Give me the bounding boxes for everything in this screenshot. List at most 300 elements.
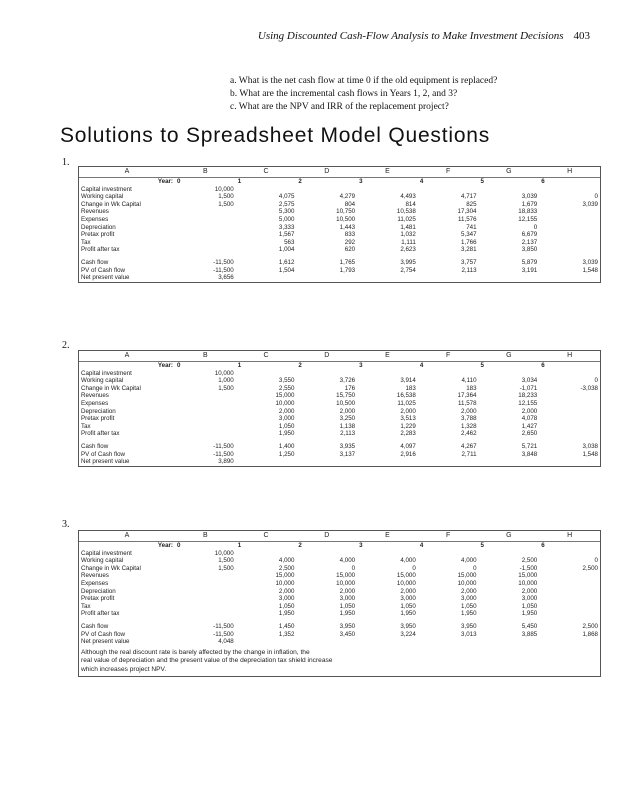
- row-label: Net present value: [81, 274, 130, 282]
- table-cell: 3,950: [339, 622, 356, 630]
- row-label: PV of Cash flow: [81, 630, 126, 638]
- table-cell: [175, 430, 236, 438]
- table-cell: [539, 603, 600, 611]
- table-cell: 15,000: [336, 572, 356, 580]
- table-cell: [418, 370, 479, 378]
- table-cell: 15,750: [336, 392, 356, 400]
- spreadsheet-table: [79, 531, 600, 646]
- table-cell: 1,328: [461, 422, 477, 430]
- table-cell: 2,575: [278, 200, 295, 208]
- table-cell: 10,000: [214, 185, 234, 193]
- table-cell: 4,493: [400, 193, 416, 201]
- spreadsheet-model-1: [78, 166, 601, 283]
- table-cell: 2,000: [400, 587, 416, 595]
- table-row: [79, 408, 600, 416]
- table-cell: [236, 638, 297, 646]
- table-row: [79, 216, 600, 224]
- table-cell: [357, 186, 418, 194]
- row-label: Pretax profit: [81, 595, 115, 603]
- section-title: Solutions to Spreadsheet Model Questions: [60, 124, 491, 147]
- table-cell: [539, 415, 600, 423]
- table-cell: [175, 415, 236, 423]
- column-header: G: [479, 351, 540, 362]
- row-label: Depreciation: [81, 223, 116, 231]
- row-label: Capital investment: [81, 185, 132, 193]
- table-cell: 10,000: [336, 579, 356, 587]
- table-cell: [418, 458, 479, 466]
- table-cell: [479, 370, 540, 378]
- table-row: [79, 201, 600, 209]
- page-number: 403: [573, 30, 590, 42]
- table-row: [79, 631, 600, 639]
- row-label: Cash flow: [81, 622, 109, 630]
- table-cell: [175, 216, 236, 224]
- table-cell: [418, 638, 479, 646]
- table-cell: 1,250: [278, 450, 295, 458]
- table-cell: 3,788: [461, 415, 477, 423]
- note-line: Although the real discount rate is barely affected by the change in inflation, the: [81, 648, 310, 656]
- table-row: [79, 186, 600, 194]
- table-row: [79, 385, 600, 393]
- table-cell: 1,004: [278, 246, 295, 254]
- table-cell: 1,111: [401, 238, 416, 246]
- row-label: Depreciation: [81, 407, 116, 415]
- table-cell: 4,097: [400, 442, 416, 450]
- table-cell: 1,548: [582, 450, 598, 458]
- table-cell: 2,711: [461, 450, 477, 458]
- year-cell: Year:: [157, 542, 173, 549]
- table-cell: 11,576: [458, 215, 477, 223]
- table-cell: 2,000: [400, 407, 416, 415]
- table-cell: 0: [533, 223, 538, 231]
- table-cell: 620: [344, 246, 356, 254]
- table-cell: 18,233: [518, 392, 538, 400]
- year-row: [79, 362, 600, 370]
- table-cell: [357, 370, 418, 378]
- table-cell: 1,138: [339, 422, 356, 430]
- table-cell: 3,000: [339, 595, 356, 603]
- table-cell: 3,995: [400, 258, 416, 266]
- column-header: H: [539, 167, 600, 178]
- table-cell: 10,000: [457, 579, 477, 587]
- table-cell: 1,032: [400, 231, 416, 239]
- table-cell: 3,000: [278, 595, 295, 603]
- year-cell: 4: [419, 362, 424, 369]
- column-header: F: [418, 531, 479, 542]
- year-cell: 6: [541, 542, 545, 549]
- table-cell: [539, 186, 600, 194]
- table-cell: 4,000: [400, 557, 416, 565]
- table-cell: 1,950: [278, 430, 295, 438]
- year-row: [79, 178, 600, 186]
- table-cell: 1,950: [521, 610, 538, 618]
- table-cell: [539, 246, 600, 254]
- column-header: E: [357, 167, 418, 178]
- table-cell: 4,048: [218, 638, 234, 646]
- table-cell: [479, 458, 540, 466]
- row-label: Cash flow: [81, 442, 109, 450]
- table-cell: 4,279: [339, 193, 356, 201]
- table-cell: 3,000: [400, 595, 416, 603]
- table-cell: [175, 231, 236, 239]
- table-cell: 17,304: [457, 208, 477, 216]
- table-cell: 3,013: [461, 630, 477, 638]
- row-label: Revenues: [81, 572, 109, 580]
- table-cell: 3,039: [521, 193, 538, 201]
- table-cell: 1,766: [461, 238, 477, 246]
- table-cell: 3,281: [461, 246, 477, 254]
- row-label: PV of Cash flow: [81, 450, 126, 458]
- row-label: Expenses: [81, 215, 109, 223]
- table-cell: [296, 458, 357, 466]
- column-header: B: [175, 167, 236, 178]
- running-header-title: Using Discounted Cash-Flow Analysis to Make Investment Decisions: [257, 30, 564, 42]
- table-cell: 1,868: [582, 630, 598, 638]
- table-cell: 825: [466, 200, 477, 208]
- table-cell: [236, 550, 297, 558]
- table-cell: 3,039: [582, 258, 598, 266]
- table-cell: -3,038: [580, 384, 598, 392]
- table-cell: 1,548: [582, 266, 598, 274]
- table-cell: 11,578: [458, 399, 477, 407]
- table-cell: -11,500: [213, 622, 234, 630]
- spreadsheet-model-2: [78, 350, 601, 467]
- table-row: [79, 246, 600, 254]
- year-cell: 6: [541, 362, 545, 369]
- table-cell: [357, 458, 418, 466]
- table-row: [79, 638, 600, 646]
- table-row: [79, 588, 600, 596]
- table-cell: 1,765: [339, 258, 356, 266]
- year-cell: 0: [177, 542, 181, 549]
- table-cell: 6,679: [521, 231, 538, 239]
- table-cell: 5,000: [278, 215, 295, 223]
- table-cell: 3,914: [400, 377, 416, 385]
- table-cell: [175, 580, 236, 588]
- row-label: Profit after tax: [81, 610, 120, 618]
- table-cell: [418, 186, 479, 194]
- table-cell: 2,754: [400, 266, 416, 274]
- spreadsheet-table: [79, 167, 600, 282]
- table-cell: [479, 638, 540, 646]
- table-cell: 741: [466, 223, 477, 231]
- table-cell: [296, 638, 357, 646]
- table-cell: 3,000: [278, 415, 295, 423]
- row-label: Revenues: [81, 392, 109, 400]
- table-cell: 1,427: [521, 422, 538, 430]
- year-cell: 2: [298, 362, 302, 369]
- table-row: [79, 208, 600, 216]
- row-label: Change in Wk Capital: [81, 200, 141, 208]
- table-cell: 10,000: [518, 579, 538, 587]
- table-cell: [539, 588, 600, 596]
- table-cell: 1,000: [218, 377, 234, 385]
- year-cell: 4: [419, 178, 424, 185]
- table-cell: 10,500: [336, 215, 356, 223]
- column-header: B: [175, 531, 236, 542]
- table-cell: 2,000: [521, 587, 538, 595]
- table-cell: 5,721: [521, 442, 538, 450]
- table-cell: 1,500: [218, 557, 234, 565]
- table-cell: 2,623: [400, 246, 416, 254]
- table-cell: 1,050: [278, 602, 295, 610]
- table-row: [79, 377, 600, 385]
- table-cell: 10,000: [396, 579, 416, 587]
- table-cell: 2,500: [582, 622, 598, 630]
- table-cell: 1,950: [400, 610, 416, 618]
- column-header: A: [79, 531, 175, 542]
- table-cell: 3,950: [461, 622, 477, 630]
- model-number-2: 2.: [62, 340, 70, 351]
- table-cell: 3,848: [521, 450, 538, 458]
- table-row: [79, 623, 600, 631]
- table-cell: 1,504: [278, 266, 295, 274]
- table-row: [79, 400, 600, 408]
- table-cell: 10,000: [214, 549, 234, 557]
- table-cell: 0: [594, 193, 598, 201]
- table-cell: 2,283: [400, 430, 416, 438]
- running-header: [250, 30, 590, 42]
- table-row: [79, 231, 600, 239]
- column-header: E: [357, 351, 418, 362]
- table-cell: 15,000: [396, 572, 416, 580]
- row-label: PV of Cash flow: [81, 266, 126, 274]
- year-cell: 0: [177, 362, 181, 369]
- table-cell: 3,757: [461, 258, 477, 266]
- table-cell: 2,000: [339, 587, 356, 595]
- table-cell: [539, 610, 600, 618]
- table-row: [79, 443, 600, 451]
- row-label: Revenues: [81, 208, 109, 216]
- table-cell: 2,550: [278, 384, 295, 392]
- column-header: G: [479, 531, 540, 542]
- row-label: Tax: [81, 422, 91, 430]
- row-label: Capital investment: [81, 369, 132, 377]
- table-cell: 16,538: [396, 392, 416, 400]
- table-cell: 2,000: [521, 407, 538, 415]
- table-cell: [357, 638, 418, 646]
- column-header: C: [236, 351, 297, 362]
- table-row: [79, 458, 600, 466]
- column-header: D: [296, 531, 357, 542]
- note-line: which increases project NPV.: [81, 665, 167, 673]
- table-cell: 183: [405, 384, 416, 392]
- table-cell: 1,500: [218, 384, 234, 392]
- table-cell: 2,000: [461, 407, 477, 415]
- table-cell: [175, 208, 236, 216]
- table-cell: 15,000: [518, 572, 538, 580]
- table-cell: 2,113: [461, 266, 477, 274]
- table-cell: 1,500: [218, 193, 234, 201]
- table-cell: 1,567: [278, 231, 295, 239]
- year-cell: 2: [298, 178, 302, 185]
- table-cell: 804: [344, 200, 356, 208]
- year-cell: 3: [359, 542, 363, 549]
- spreadsheet-table: [79, 351, 600, 466]
- table-cell: 1,950: [461, 610, 477, 618]
- table-cell: 4,078: [521, 415, 538, 423]
- table-cell: 1,229: [400, 422, 416, 430]
- table-cell: 3,550: [278, 377, 295, 385]
- row-label: Tax: [81, 602, 91, 610]
- table-cell: 5,450: [521, 622, 538, 630]
- table-cell: [175, 595, 236, 603]
- table-cell: 3,450: [339, 630, 356, 638]
- table-cell: 3,885: [521, 630, 538, 638]
- table-cell: 5,300: [278, 208, 295, 216]
- table-cell: 12,155: [518, 215, 538, 223]
- table-cell: [175, 400, 236, 408]
- table-cell: -11,500: [213, 630, 234, 638]
- table-cell: [539, 392, 600, 400]
- table-cell: 1,352: [278, 630, 295, 638]
- table-cell: 10,750: [336, 208, 356, 216]
- column-header: H: [539, 531, 600, 542]
- table-cell: -11,500: [213, 450, 234, 458]
- table-cell: 1,050: [339, 602, 356, 610]
- table-cell: [175, 588, 236, 596]
- year-cell: 1: [237, 542, 242, 549]
- table-cell: 1,950: [278, 610, 295, 618]
- table-cell: 4,000: [339, 557, 356, 565]
- column-header: A: [79, 351, 175, 362]
- table-cell: [539, 550, 600, 558]
- table-cell: [236, 274, 297, 282]
- column-header: A: [79, 167, 175, 178]
- table-row: [79, 274, 600, 282]
- table-cell: 3,034: [521, 377, 538, 385]
- table-cell: 3,890: [218, 458, 234, 466]
- year-cell: 4: [419, 542, 424, 549]
- table-row: [79, 259, 600, 267]
- table-cell: 0: [594, 377, 598, 385]
- table-cell: 3,850: [521, 246, 538, 254]
- table-cell: [175, 246, 236, 254]
- column-header-row: [79, 531, 600, 542]
- table-cell: 1,500: [218, 564, 234, 572]
- table-cell: [539, 231, 600, 239]
- table-cell: [479, 186, 540, 194]
- table-row: [79, 580, 600, 588]
- table-cell: 15,000: [275, 572, 295, 580]
- table-cell: -11,500: [213, 258, 234, 266]
- table-cell: 10,500: [336, 399, 356, 407]
- table-row: [79, 267, 600, 275]
- table-cell: [296, 274, 357, 282]
- table-row: [79, 224, 600, 232]
- year-cell: Year:: [157, 362, 173, 369]
- row-label: Net present value: [81, 638, 130, 646]
- table-cell: [175, 239, 236, 247]
- table-cell: 2,000: [339, 407, 356, 415]
- table-cell: [539, 572, 600, 580]
- table-row: [79, 572, 600, 580]
- table-cell: 833: [344, 231, 356, 239]
- table-cell: 2,500: [521, 557, 538, 565]
- row-label: Net present value: [81, 458, 130, 466]
- row-label: Pretax profit: [81, 415, 115, 423]
- table-row: [79, 430, 600, 438]
- row-label: Working capital: [81, 557, 124, 565]
- row-label: Working capital: [81, 193, 124, 201]
- table-cell: [479, 274, 540, 282]
- table-cell: [175, 392, 236, 400]
- table-cell: 292: [344, 238, 356, 246]
- table-cell: -1,500: [519, 564, 538, 572]
- table-cell: 10,000: [275, 579, 295, 587]
- table-row: [79, 550, 600, 558]
- table-cell: 5,879: [521, 258, 538, 266]
- table-row: [79, 451, 600, 459]
- column-header: F: [418, 167, 479, 178]
- table-cell: 1,050: [278, 422, 295, 430]
- table-cell: 4,110: [461, 377, 477, 385]
- table-cell: 3,224: [400, 630, 416, 638]
- row-label: Depreciation: [81, 587, 116, 595]
- table-cell: [539, 458, 600, 466]
- year-cell: 0: [177, 178, 181, 185]
- table-cell: [175, 423, 236, 431]
- table-cell: 814: [405, 200, 416, 208]
- table-cell: 17,364: [457, 392, 477, 400]
- row-label: Working capital: [81, 377, 124, 385]
- table-cell: 3,333: [278, 223, 295, 231]
- table-cell: 1,400: [278, 442, 295, 450]
- table-cell: [539, 638, 600, 646]
- table-cell: 3,000: [461, 595, 477, 603]
- table-cell: [175, 408, 236, 416]
- row-label: Profit after tax: [81, 246, 120, 254]
- row-label: Cash flow: [81, 258, 109, 266]
- spreadsheet-model-3: [78, 530, 601, 677]
- table-row: [79, 557, 600, 565]
- row-label: Expenses: [81, 399, 109, 407]
- table-row: [79, 370, 600, 378]
- year-cell: 1: [237, 178, 242, 185]
- table-cell: 15,000: [275, 392, 295, 400]
- table-cell: 2,000: [461, 587, 477, 595]
- table-cell: [357, 274, 418, 282]
- column-header: E: [357, 531, 418, 542]
- table-cell: 15,000: [457, 572, 477, 580]
- column-header-row: [79, 351, 600, 362]
- table-cell: [418, 550, 479, 558]
- table-cell: 10,000: [214, 369, 234, 377]
- table-cell: 11,025: [397, 399, 416, 407]
- table-row: [79, 193, 600, 201]
- table-cell: [236, 370, 297, 378]
- table-cell: 0: [351, 564, 356, 572]
- table-cell: 10,538: [396, 208, 416, 216]
- table-row: [79, 423, 600, 431]
- table-cell: 3,250: [339, 415, 356, 423]
- table-cell: 4,717: [461, 193, 477, 201]
- table-cell: 3,000: [521, 595, 538, 603]
- table-cell: [296, 550, 357, 558]
- row-label: Capital investment: [81, 549, 132, 557]
- table-cell: 0: [594, 557, 598, 565]
- year-cell: 5: [480, 362, 484, 369]
- column-header: D: [296, 351, 357, 362]
- table-cell: 10,000: [275, 399, 295, 407]
- year-cell: 5: [480, 542, 484, 549]
- row-label: Profit after tax: [81, 430, 120, 438]
- row-label: Tax: [81, 238, 91, 246]
- table-cell: 4,075: [278, 193, 295, 201]
- row-label: Pretax profit: [81, 231, 115, 239]
- table-cell: 3,656: [218, 274, 234, 282]
- year-cell: 3: [359, 362, 363, 369]
